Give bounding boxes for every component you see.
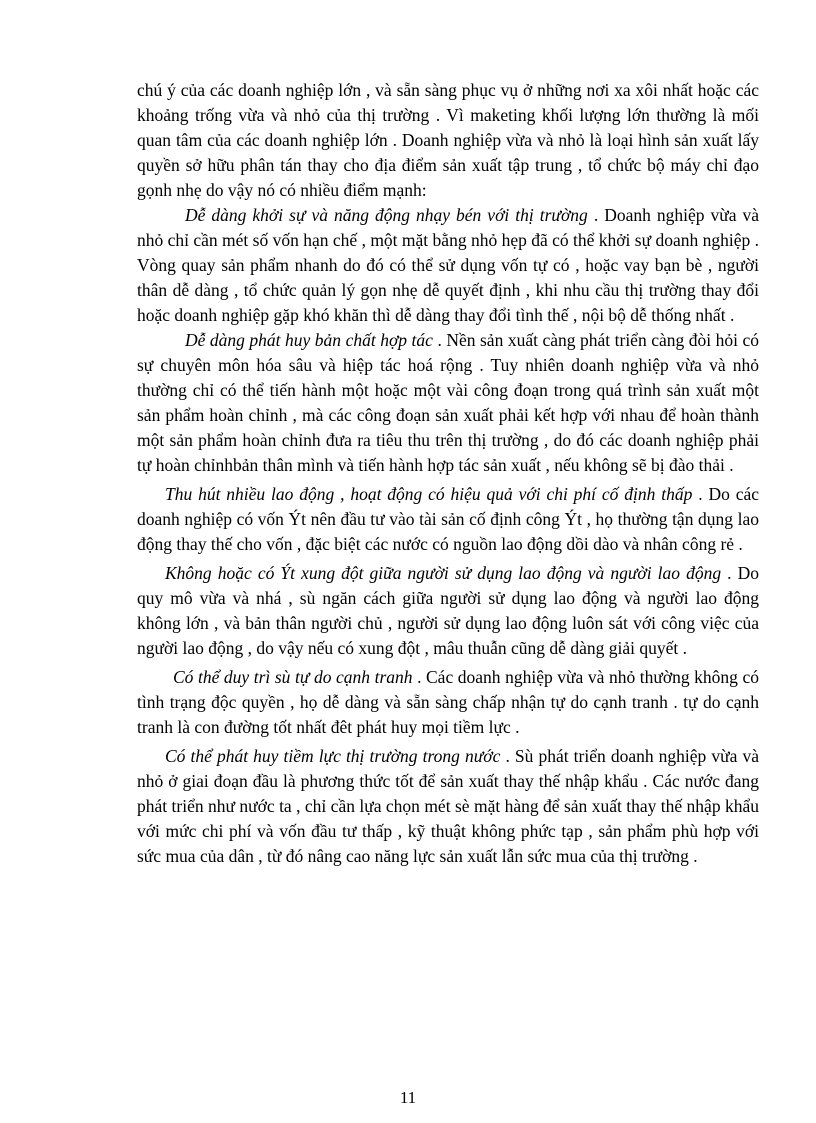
paragraph-text: . Nền sản xuất càng phát triển càng đòi hỏi có sự chuyên môn hóa sâu và hiệp tác hoá rộng . Tuy nhiên doanh nghiệp vừa và nhỏ thường chỉ có thể tiến hành một hoặc một vài công đoạn trong quá trình sản xuất một sản phẩm hoàn chỉnh , mà các công đoạn sản xuất phải kết hợp với nhau để hoàn thành một sản phẩm hoàn chỉnh đưa ra tiêu thu trên thị trường , do đó các doanh nghiệp phải tự hoàn chỉnhbản thân mình và tiến hành hợp tác sản xuất , nếu không sẽ bị đào thải . [137, 330, 760, 475]
paragraph-lead-italic: Thu hút nhiều lao động , hoạt động có hiệu quả với chi phí cố định thấp [165, 484, 693, 504]
page-number: 11 [399, 1088, 417, 1107]
paragraph-text: chú ý của các doanh nghiệp lớn , và sẵn sàng phục vụ ở những nơi xa xôi nhất hoặc các khoảng trống vừa và nhỏ của thị trường . Vì maketing khối lượng lớn thường là mối quan tâm của các doanh nghiệp lớn . Doanh nghiệp vừa và nhỏ là loại hình sản xuất lấy quyền sở hữu phân tán thay cho địa điểm sản xuất tập trung , tổ chức bộ máy chỉ đạo gọnh nhẹ do vậy nó có nhiều điểm mạnh: [137, 80, 759, 200]
paragraph-lead-italic: Dễ dàng phát huy bản chất hợp tác [185, 330, 433, 350]
paragraph-lead-italic: Không hoặc có Ýt xung đột giữa người sử dụng lao động và người lao động [165, 563, 722, 583]
paragraph-labor-conflict [137, 561, 759, 661]
document-body [137, 78, 759, 869]
paragraph-domestic-market [137, 744, 759, 869]
paragraph-lead-italic: Có thể phát huy tiềm lực thị trường trong nước [165, 746, 501, 766]
paragraph-text: . Các doanh nghiệp vừa và nhỏ thường không có tình trạng độc quyền , họ dễ dàng và sẵn sàng chấp nhận tự do cạnh tranh . tự do cạnh tranh là con đường tốt nhất đêt phát huy mọi tiềm lực . [137, 667, 759, 737]
paragraph-text: . Do các doanh nghiệp có vốn Ýt nên đầu tư vào tài sản cố định công Ýt , họ thường tận dụng lao động thay thế cho vốn , đặc biệt các nước có nguồn lao động dồi dào và nhân công rẻ . [137, 484, 759, 554]
paragraph-lead-italic: Có thể duy trì sù tự do cạnh tranh [173, 667, 413, 687]
paragraph-text: . Do quy mô vừa và nhá , sù ngăn cách giữa người sử dụng lao động và người lao động không lớn , và bản thân người chủ , người sử dụng lao động luôn sát với công việc của người lao động , do vậy nếu có xung đột , mâu thuẫn cũng dễ dàng giải quyết . [137, 563, 759, 658]
paragraph-text: . Doanh nghiệp vừa và nhỏ chỉ cần mét số vốn hạn chế , một mặt bằng nhỏ hẹp đã có thể khởi sự doanh nghiệp . Vòng quay sản phẩm nhanh do đó có thể sử dụng vốn tự có , hoặc vay bạn bè , người thân dễ dàng , tổ chức quản lý gọn nhẹ dễ quyết định , khi nhu cầu thị trường thay đổi hoặc doanh nghiệp gặp khó khăn thì dễ dàng thay đổi tình thế , nội bộ dễ thống nhất . [137, 205, 760, 325]
paragraph-text: . Sù phát triển doanh nghiệp vừa và nhỏ ở giai đoạn đầu là phương thức tốt để sản xuất thay thế nhập khẩu . Các nước đang phát triển như nước ta , chỉ cần lựa chọn mét sè mặt hàng để sản xuất thay thế nhập khẩu với mức chi phí và vốn đầu tư thấp , kỹ thuật không phức tạp , sản phẩm phù hợp với sức mua của dân , từ đó nâng cao năng lực sản xuất lẫn sức mua của thị trường . [137, 746, 759, 866]
paragraph-lead-italic: Dễ dàng khởi sự và năng động nhạy bén với thị trường [185, 205, 588, 225]
paragraph-labor-attraction [137, 482, 759, 557]
paragraph-free-competition [137, 665, 759, 740]
paragraph-cooperation [137, 328, 759, 478]
paragraph-intro [137, 78, 759, 203]
paragraph-startup-agility [137, 203, 759, 328]
